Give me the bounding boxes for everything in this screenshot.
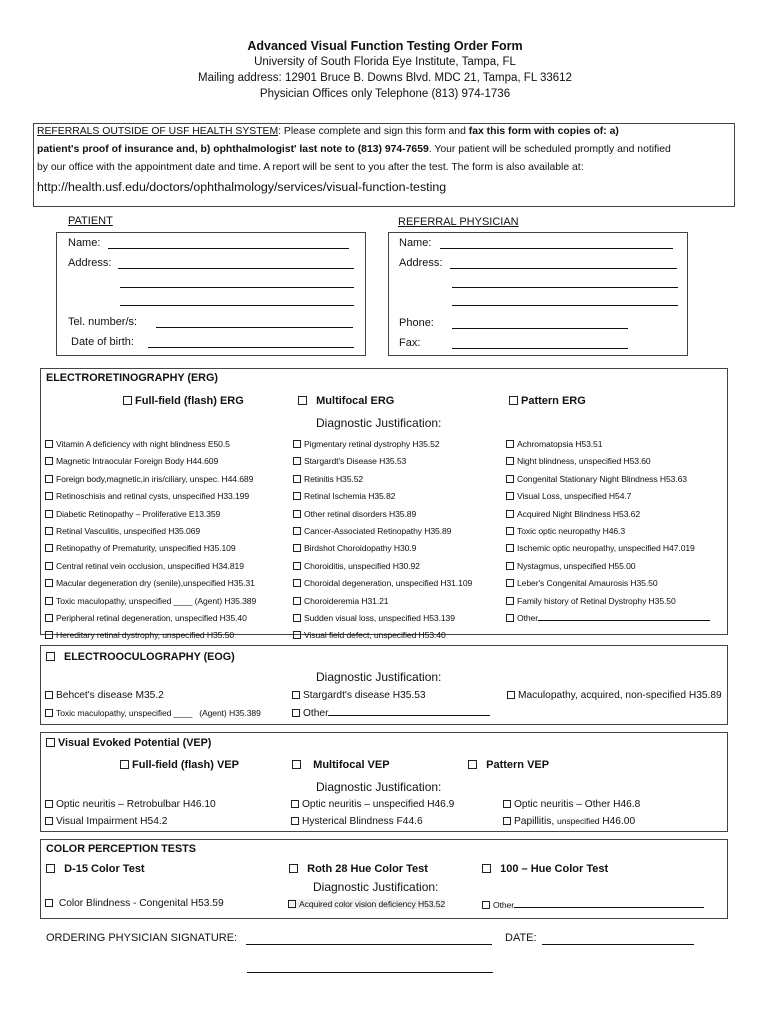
diagnosis-item[interactable] [293, 575, 472, 592]
checkbox-icon[interactable] [293, 510, 301, 518]
checkbox-icon[interactable] [506, 579, 514, 587]
physician-address-field-1[interactable] [450, 268, 677, 269]
physician-name-field[interactable] [440, 248, 673, 249]
instructions-line-2 [37, 144, 671, 155]
erg-other-field[interactable] [538, 612, 710, 621]
diagnosis-item[interactable] [506, 506, 710, 523]
checkbox-icon[interactable] [45, 544, 53, 552]
physician-address-field-2[interactable] [452, 287, 678, 288]
checkbox-icon[interactable] [45, 527, 53, 535]
physician-heading: REFERRAL PHYSICIAN [398, 216, 519, 228]
color-item[interactable] [45, 898, 224, 909]
color-option-d15[interactable] [46, 863, 145, 875]
patient-name-label: Name: [68, 237, 101, 249]
diagnosis-item[interactable] [506, 593, 710, 610]
checkbox-icon[interactable] [293, 544, 301, 552]
diagnosis-label: Retinopathy of Prematurity, unspecified H35.109 [56, 543, 236, 554]
checkbox-icon[interactable] [482, 864, 491, 873]
vep-item[interactable] [291, 799, 454, 810]
physician-name-label: Name: [399, 237, 432, 249]
diagnosis-agent-label: (Agent) H35.389 [199, 708, 261, 718]
diagnosis-label: Hereditary retinal dystrophy, unspecified H35.50 [56, 630, 234, 641]
institute-line: University of South Florida Eye Institute, Tampa, FL [254, 56, 516, 68]
erg-option-multifocal[interactable] [298, 395, 394, 407]
erg-option-multifocal-label: Multifocal ERG [316, 395, 395, 407]
physician-fax-field[interactable] [452, 348, 628, 349]
checkbox-icon[interactable] [292, 691, 300, 699]
diagnosis-item[interactable] [45, 627, 256, 644]
checkbox-icon[interactable] [45, 631, 53, 639]
diagnosis-label: Retinal Vasculitis, unspecified H35.069 [56, 526, 201, 537]
checkbox-icon[interactable] [45, 817, 53, 825]
diagnosis-item[interactable] [293, 558, 472, 575]
physician-box [388, 232, 688, 356]
diagnosis-label: Papillitis, [514, 816, 555, 827]
instructions-bold-2: patient's proof of insurance and, b) ophthalmologist' last note to (813) 974-7659 [37, 144, 429, 155]
checkbox-icon[interactable] [45, 457, 53, 465]
instructions-line-3: by our office with the appointment date and time. A report will be sent to you after the test. The form is also available at: [37, 162, 584, 173]
diagnosis-item[interactable] [293, 453, 472, 470]
vep-option-label: Pattern VEP [486, 759, 550, 771]
physician-phone-field[interactable] [452, 328, 628, 329]
checkbox-icon[interactable] [506, 527, 514, 535]
signature-label: ORDERING PHYSICIAN SIGNATURE: [46, 932, 238, 944]
diagnosis-item[interactable] [506, 575, 710, 592]
checkbox-icon[interactable] [293, 527, 301, 535]
checkbox-icon[interactable] [45, 475, 53, 483]
diagnosis-label: Visual Impairment H54.2 [56, 816, 168, 827]
diagnosis-item[interactable] [293, 593, 472, 610]
diagnosis-label: Central retinal vein occlusion, unspecified H34.819 [56, 560, 244, 571]
checkbox-icon[interactable] [291, 817, 299, 825]
checkbox-icon[interactable] [289, 864, 298, 873]
erg-option-pattern-label: Pattern ERG [521, 395, 586, 407]
signature-field[interactable] [246, 944, 492, 945]
office-phone: Physician Offices only Telephone (813) 974-1736 [259, 88, 511, 100]
checkbox-icon[interactable] [45, 614, 53, 622]
eog-title: ELECTROOCULOGRAPHY (EOG) [64, 651, 235, 663]
patient-tel-field[interactable] [156, 327, 353, 328]
vep-option-multifocal[interactable] [292, 759, 390, 771]
checkbox-icon[interactable] [46, 738, 55, 747]
diagnosis-label: Magnetic Intraocular Foreign Body H44.609 [56, 456, 219, 467]
diagnosis-label: Behcet's disease M35.2 [56, 690, 164, 701]
diagnosis-label: Nystagmus, unspecified H55.00 [517, 560, 636, 571]
erg-title: ELECTRORETINOGRAPHY (ERG) [46, 372, 218, 384]
checkbox-icon[interactable] [293, 631, 301, 639]
diagnosis-label: Night blindness, unspecified H53.60 [517, 456, 651, 467]
vep-item[interactable] [45, 816, 167, 827]
date-field[interactable] [542, 944, 694, 945]
form-title: Advanced Visual Function Testing Order Form [247, 39, 523, 53]
diagnosis-label: Visual field defect, unspecified H53.40 [304, 630, 446, 641]
diagnosis-label: Leber's Congenital Amaurosis H35.50 [517, 578, 658, 589]
diagnosis-label: Optic neuritis – Other H46.8 [514, 799, 641, 810]
checkbox-icon[interactable] [292, 760, 301, 769]
diagnosis-item[interactable] [293, 540, 472, 557]
patient-heading: PATIENT [68, 215, 113, 227]
instructions-bold-1: fax this form with copies of: a) [468, 126, 619, 137]
diagnosis-label: Toxic maculopathy, unspecified ____ [56, 708, 193, 718]
physician-phone-label: Phone: [399, 317, 434, 329]
checkbox-icon[interactable] [293, 492, 301, 500]
diagnosis-code: H46.00 [602, 816, 636, 827]
referrals-lead: REFERRALS OUTSIDE OF USF HEALTH SYSTEM [37, 126, 279, 137]
diagnosis-label: Macular degeneration dry (senile),unspecified H35.31 [56, 578, 255, 589]
diagnosis-item[interactable] [45, 436, 256, 453]
checkbox-icon[interactable] [45, 440, 53, 448]
vep-option-label: Multifocal VEP [313, 759, 390, 771]
diagnosis-item[interactable] [45, 593, 256, 610]
diagnosis-item[interactable] [293, 436, 472, 453]
checkbox-icon[interactable] [293, 562, 301, 570]
printed-name-field[interactable] [247, 972, 493, 973]
patient-dob-label: Date of birth: [71, 336, 134, 348]
diagnosis-item[interactable] [45, 471, 256, 488]
checkbox-icon[interactable] [503, 817, 511, 825]
checkbox-icon[interactable] [293, 457, 301, 465]
physician-address-field-3[interactable] [452, 305, 678, 306]
diagnosis-label: Acquired color vision deficiency H53.52 [299, 899, 446, 909]
checkbox-icon[interactable] [506, 597, 514, 605]
diagnosis-item-other[interactable] [506, 610, 710, 627]
diagnosis-item[interactable] [45, 540, 256, 557]
patient-address-field-2[interactable] [120, 287, 354, 288]
vep-item-papillitis[interactable] [503, 816, 635, 827]
eog-other-field[interactable] [328, 706, 490, 716]
checkbox-icon[interactable] [293, 440, 301, 448]
color-option-label: D-15 Color Test [64, 863, 145, 875]
diagnosis-item[interactable] [506, 436, 710, 453]
vep-item[interactable] [45, 799, 216, 810]
checkbox-icon[interactable] [292, 709, 300, 717]
vep-option-label: Full-field (flash) VEP [132, 759, 239, 771]
diagnosis-label: Family history of Retinal Dystrophy H35.50 [517, 595, 676, 606]
checkbox-icon[interactable] [503, 800, 511, 808]
patient-dob-field[interactable] [148, 347, 354, 348]
diagnosis-item[interactable] [45, 575, 256, 592]
physician-address-label: Address: [399, 257, 443, 269]
diagnosis-label: Optic neuritis – unspecified H46.9 [302, 799, 455, 810]
checkbox-icon[interactable] [120, 760, 129, 769]
patient-name-field[interactable] [108, 248, 349, 249]
checkbox-icon[interactable] [506, 457, 514, 465]
checkbox-icon[interactable] [482, 901, 490, 909]
diagnosis-item[interactable] [506, 488, 710, 505]
checkbox-icon[interactable] [45, 579, 53, 587]
checkbox-icon[interactable] [506, 614, 514, 622]
checkbox-icon[interactable] [45, 899, 53, 907]
diagnosis-label: Visual Loss, unspecified H54.7 [517, 491, 632, 502]
patient-address-label: Address: [68, 257, 112, 269]
eog-item[interactable] [45, 690, 164, 701]
diagnosis-label: Retinal Ischemia H35.82 [304, 491, 396, 502]
diagnosis-label: Diabetic Retinopathy – Proliferative E13.359 [56, 508, 221, 519]
checkbox-icon[interactable] [46, 652, 55, 661]
diagnosis-item[interactable] [293, 488, 472, 505]
checkbox-icon[interactable] [293, 614, 301, 622]
diagnosis-item[interactable] [45, 453, 256, 470]
eog-item-toxic[interactable] [45, 708, 261, 718]
checkbox-icon[interactable] [123, 396, 132, 405]
diagnosis-label: Congenital Stationary Night Blindness H53.63 [517, 473, 687, 484]
diagnosis-item[interactable] [293, 627, 472, 644]
checkbox-icon[interactable] [506, 475, 514, 483]
checkbox-icon[interactable] [291, 800, 299, 808]
diagnosis-label: Retinitis H35.52 [304, 473, 364, 484]
diagnosis-label: Cancer-Associated Retinopathy H35.89 [304, 526, 452, 537]
checkbox-icon[interactable] [288, 900, 296, 908]
vep-title-row[interactable] [46, 737, 211, 749]
color-option-label: 100 – Hue Color Test [500, 863, 609, 875]
checkbox-icon[interactable] [506, 492, 514, 500]
diagnosis-item[interactable] [293, 506, 472, 523]
patient-tel-label: Tel. number/s: [68, 316, 138, 328]
checkbox-icon[interactable] [45, 597, 53, 605]
checkbox-icon[interactable] [509, 396, 518, 405]
diagnosis-label: Optic neuritis – Retrobulbar H46.10 [56, 799, 216, 810]
checkbox-icon[interactable] [293, 475, 301, 483]
vep-title: Visual Evoked Potential (VEP) [58, 737, 212, 749]
diagnosis-label: Vitamin A deficiency with night blindness E50.5 [56, 439, 230, 449]
vep-item[interactable] [503, 799, 640, 810]
diagnosis-item[interactable] [506, 540, 710, 557]
checkbox-icon[interactable] [298, 396, 307, 405]
eog-justification-label: Diagnostic Justification: [316, 670, 442, 684]
diagnosis-label: Achromatopsia H53.51 [517, 439, 603, 449]
checkbox-icon[interactable] [45, 709, 53, 717]
diagnosis-item[interactable] [506, 471, 710, 488]
instructions-line-1 [37, 126, 619, 137]
color-item[interactable] [288, 899, 445, 909]
diagnosis-label: Stargardt's disease H35.53 [303, 690, 426, 701]
checkbox-icon[interactable] [293, 579, 301, 587]
diagnosis-label-small: unspecified [557, 816, 600, 826]
vep-item[interactable] [291, 816, 423, 827]
erg-option-pattern[interactable] [509, 395, 586, 407]
checkbox-icon[interactable] [506, 562, 514, 570]
diagnosis-label: Birdshot Choroidopathy H30.9 [304, 543, 417, 554]
diagnosis-label: Other [493, 900, 514, 910]
checkbox-icon[interactable] [45, 492, 53, 500]
eog-item[interactable] [507, 690, 722, 701]
vep-option-fullfield[interactable] [120, 759, 239, 771]
diagnosis-item[interactable] [45, 488, 256, 505]
diagnosis-label: Sudden visual loss, unspecified H53.139 [304, 613, 455, 624]
checkbox-icon[interactable] [506, 544, 514, 552]
diagnosis-item[interactable] [293, 471, 472, 488]
diagnosis-label: Other [303, 708, 329, 719]
checkbox-icon[interactable] [45, 562, 53, 570]
diagnosis-label: Color Blindness - Congenital H53.59 [58, 898, 224, 909]
color-item-other[interactable] [482, 899, 704, 910]
color-justification-label: Diagnostic Justification: [313, 880, 439, 894]
eog-item-other[interactable] [292, 706, 490, 719]
diagnosis-label: Foreign body,magnetic,in iris/ciliary, unspec. H44.689 [56, 473, 254, 484]
erg-option-fullfield[interactable] [123, 395, 244, 407]
diagnosis-label: Acquired Night Blindness H53.62 [517, 508, 641, 519]
diagnosis-label: Toxic optic neuropathy H46.3 [517, 526, 626, 537]
color-option-100hue[interactable] [482, 863, 608, 875]
diagnosis-label: Choroidal degeneration, unspecified H31.109 [304, 578, 473, 589]
checkbox-icon[interactable] [293, 597, 301, 605]
checkbox-icon[interactable] [45, 691, 53, 699]
eog-title-row[interactable] [46, 651, 235, 663]
vep-justification-label: Diagnostic Justification: [316, 780, 442, 794]
diagnosis-label: Stargardt's Disease H35.53 [304, 456, 407, 467]
diagnosis-label: Hysterical Blindness F44.6 [302, 816, 423, 827]
color-other-field[interactable] [514, 899, 704, 908]
erg-justification-label: Diagnostic Justification: [316, 416, 442, 430]
diagnosis-item[interactable] [293, 523, 472, 540]
physician-fax-label: Fax: [399, 337, 421, 349]
checkbox-icon[interactable] [506, 510, 514, 518]
color-title: COLOR PERCEPTION TESTS [46, 843, 196, 855]
diagnosis-item[interactable] [45, 506, 256, 523]
checkbox-icon[interactable] [507, 691, 515, 699]
diagnosis-label: Peripheral retinal degeneration, unspecified H35.40 [56, 613, 247, 624]
diagnosis-item[interactable] [506, 523, 710, 540]
mailing-address: Mailing address: 12901 Bruce B. Downs Blvd. MDC 21, Tampa, FL 33612 [198, 72, 572, 84]
erg-col1-list [45, 436, 256, 645]
diagnosis-item[interactable] [45, 610, 256, 627]
checkbox-icon[interactable] [468, 760, 477, 769]
erg-col2-list [293, 436, 472, 645]
diagnosis-label: Maculopathy, acquired, non-specified H35.89 [518, 690, 722, 701]
diagnosis-label: Other retinal disorders H35.89 [304, 508, 417, 519]
diagnosis-item[interactable] [45, 558, 256, 575]
diagnosis-item[interactable] [293, 610, 472, 627]
patient-address-field-3[interactable] [120, 305, 354, 306]
diagnosis-label: Other [517, 613, 538, 624]
eog-item[interactable] [292, 690, 426, 701]
diagnosis-label: Toxic maculopathy, unspecified ____ (Agent) H35.389 [56, 595, 257, 606]
checkbox-icon[interactable] [45, 800, 53, 808]
form-url-link[interactable]: http://health.usf.edu/doctors/ophthalmology/services/visual-function-testing [37, 180, 447, 194]
date-label: DATE: [505, 932, 537, 944]
diagnosis-label: Choroiditis, unspecified H30.92 [304, 560, 420, 571]
diagnosis-label: Ischemic optic neuropathy, unspecified H47.019 [517, 543, 695, 554]
checkbox-icon[interactable] [46, 864, 55, 873]
patient-address-field-1[interactable] [118, 268, 354, 269]
erg-option-fullfield-label: Full-field (flash) ERG [135, 395, 244, 407]
diagnosis-label: Choroideremia H31.21 [304, 595, 389, 606]
diagnosis-item[interactable] [506, 558, 710, 575]
color-option-label: Roth 28 Hue Color Test [307, 863, 428, 875]
instructions-text-1: : Please complete and sign this form and [278, 126, 469, 137]
diagnosis-item[interactable] [506, 453, 710, 470]
checkbox-icon[interactable] [506, 440, 514, 448]
color-option-roth28[interactable] [289, 863, 428, 875]
instructions-text-2: . Your patient will be scheduled promptly and notified [428, 144, 671, 155]
erg-col3-list [506, 436, 710, 627]
diagnosis-label: Retinoschisis and retinal cysts, unspecified H33.199 [56, 491, 250, 502]
vep-option-pattern[interactable] [468, 759, 549, 771]
checkbox-icon[interactable] [45, 510, 53, 518]
diagnosis-label: Pigmentary retinal dystrophy H35.52 [304, 439, 440, 449]
diagnosis-item[interactable] [45, 523, 256, 540]
